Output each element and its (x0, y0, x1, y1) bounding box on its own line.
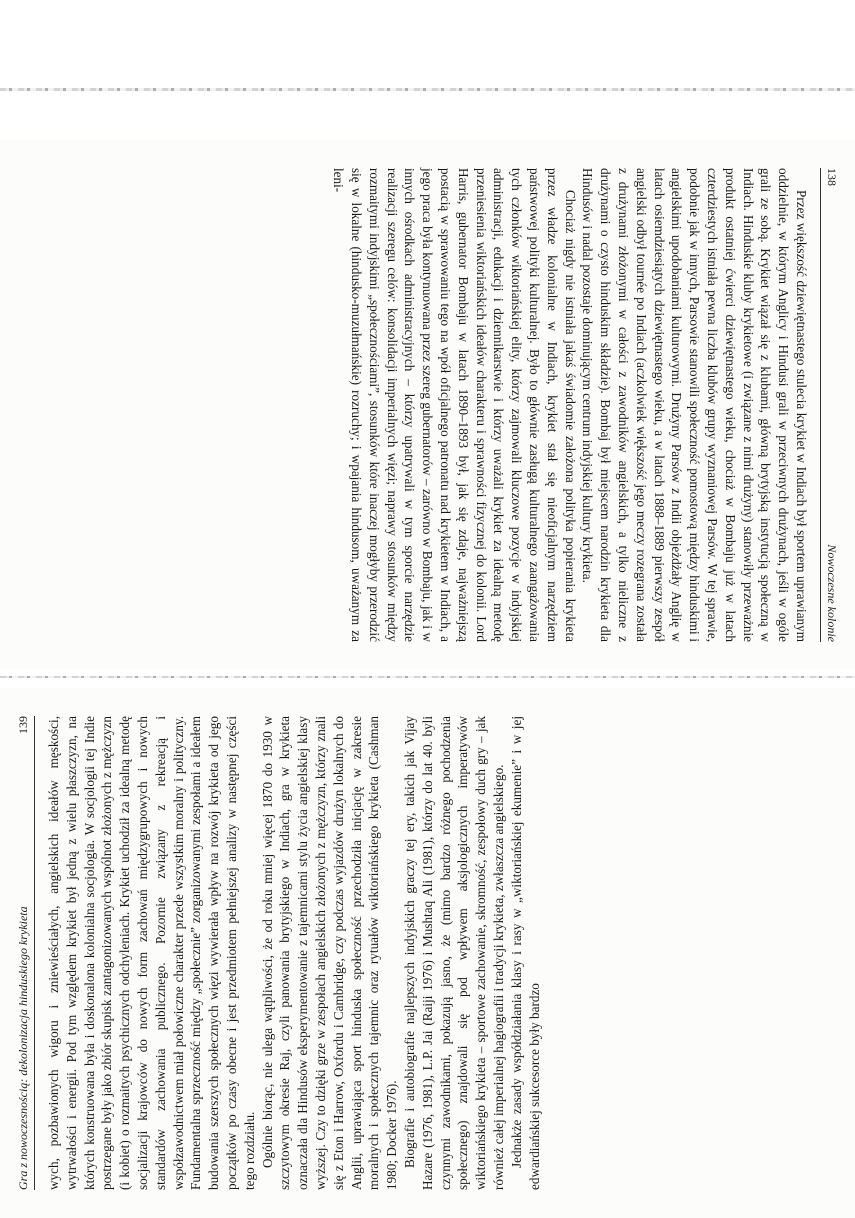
page-139 (0, 688, 855, 1218)
running-head (820, 168, 839, 642)
page-number: 139 (16, 716, 30, 734)
page-138 (0, 140, 855, 670)
running-title: Nowoczesne kolonie (825, 544, 839, 642)
paragraph: Przez większość dziewiętnastego stulecia krykiet w Indiach był sportem uprawianym oddzielnie, w którym Anglicy i Hindusi grali w przeciwnych drużynach, jeśli w ogóle grali ze sobą. Krykiet wiązał się z klubami, główną brytyjską instytucją społeczną w Indiach. Hinduskie kluby krykietowe (i związane z nimi drużyny) stanowiły przeważnie produkt ostatniej ćwierci dziewiętnastego wieku, chociaż w Bombaju już w latach czterdziestych istniała pewna liczba klubów grupy wyznaniowej Parsów. W tej sprawie, podobnie jak w innych, Parsowie stanowili społeczność pomostową między hinduskimi i angielskimi upodobaniami kulturowymi. Drużyny Parsów z Indii objeżdżały Anglię w latach osiemdziesiątych dziewiętnastego wieku, a w latach 1888–1889 pierwszy zespół angielski odbył tournée po Indiach (aczkolwiek większość jego meczy rozegrana została z drużynami złożonymi w całości z zawodników angielskich, a tylko nieliczne z drużynami o czysto hinduskim składzie). Bombaj był miejscem narodzin krykieta dla Hindusów i nadal pozostaje dominującym centrum indyjskiej kultury krykieta. (580, 168, 809, 642)
page-sheet-top (0, 140, 855, 670)
paragraph: Jednakże zasady współdziałania klasy i rasy w „wiktoriańskiej ekumenie” i w jej edwardiańskiej sukcesorce były bardzo (508, 716, 542, 1190)
page-number: 138 (825, 168, 839, 186)
paragraph: wych, pozbawionych wigoru i zniewieściałych, angielskich ideałów męskości, wytrwałości i energii. Pod tym względem krykiet był jedną z wielu płaszczyzn, na których konstruowana była i doskonalona kolonialna socjologia. W socjologii tej Indie postrzegane były jako zbiór skupisk zantagonizowanych wspólnot złożonych z mężczyzn (i kobiet) o rozmaitych psychicznych odchyleniach. Krykiet uchodził za idealną metodę socjalizacji krajowców do nowych form zachowań międzygrupowych i nowych standardów zachowania publicznego. Pozornie związany z rekreacją i współzawodnictwem miał połowiczne charakter przede wszystkim moralny i polityczny. Fundamentalna sprzeczność między „społecznie” zorganizowanymi zespołami a ideałem budowania szerszych społecznych więzi wywierała wpływ na rozwój krykieta od jego początków po czasy obecne i jest przedmiotem pełniejszej analizy w następnej części tego rozdziału. (46, 716, 257, 1190)
scan-noise-middle (0, 676, 855, 678)
paragraph: Biografie i autobiografie najlepszych indyjskich graczy tej ery, takich jak Vijay Hazare (1976, 1981), L.P. Jai (Raiji 1976) i Mushtaq Ali (1981), którzy do lat 40. byli czynnymi zawodnikami, pokazują jasno, że (mimo bardzo różnego pochodzenia społecznego) znajdowali się pod wpływem aksjologicznych imperatywów wiktoriańskiego krykieta – sportowe zachowanie, skromność, zespołowy duch gry – jak również całej imperialnej hagiografii i tradycji krykieta, zwłaszcza angielskiego. (401, 716, 506, 1190)
body-text (45, 716, 543, 1190)
body-text (329, 168, 810, 642)
paragraph: Chociaż nigdy nie istniała jakaś świadomie założona polityka popierania krykieta przez władze kolonialne w Indiach, krykiet stał się nieoficjalnym narzędziem państwowej polityki kulturalnej. Było to głównie zasługą kulturalnego zaangażowania tych członków wiktoriańskiej elity, którzy zajmowali kluczowe pozycje w indyjskiej administracji, edukacji i dziennikarstwie i którzy uważali krykiet za idealną metodę przeniesienia wiktoriańskich ideałów charakteru i sprawności fizycznej do kolonii. Lord Harris, gubernator Bombaju w latach 1890–1893 był, jak się zdaje, najważniejszą postacią w sprawowaniu tego na wpół oficjalnego patronatu nad krykietem w Indiach, a jego praca była kontynuowana przez szereg gubernatorów – zarówno w Bombaju, jak i w innych ośrodkach administracyjnych – którzy upatrywali w tym sporcie narzędzie realizacji szeregu celów: konsolidacji imperialnych więzi; naprawy stosunków między rozmaitymi indyjskimi „społecznościami”, stosunków które inaczej mogłyby przerodzić się w lokalne (hindusko-muzułmańskie) rozruchy; i wpajania hindusom, uważanym za leni- (331, 168, 578, 642)
paragraph: Ogólnie biorąc, nie ulega wątpliwości, że od roku mniej więcej 1870 do 1930 w szczytowym okresie Raj, czyli panowania brytyjskiego w Indiach, gra w krykieta oznaczała dla Hindusów eksperymentowanie z tajemnicami stylu życia angielskiej klasy wyższej. Czy to dzięki grze w zespołach angielskich złożonych z mężczyzn, którzy znali się z Eton i Harrow, Oxfordu i Cambridge, czy podczas wyjazdów drużyn lokalnych do Anglii, uprawiająca sport hinduska społeczność przechodziła inicjację w zakresie moralnych i społecznych tajemnic oraz rytuałów wiktoriańskiego krykieta (Cashman 1980; Docker 1976). (259, 716, 400, 1190)
page-sheet-bottom (0, 688, 855, 1218)
running-head (16, 716, 35, 1190)
running-title: Gra z nowoczesnością: dekolonizacja hinduskiego krykieta (16, 906, 30, 1190)
scan-noise-top (0, 88, 855, 91)
